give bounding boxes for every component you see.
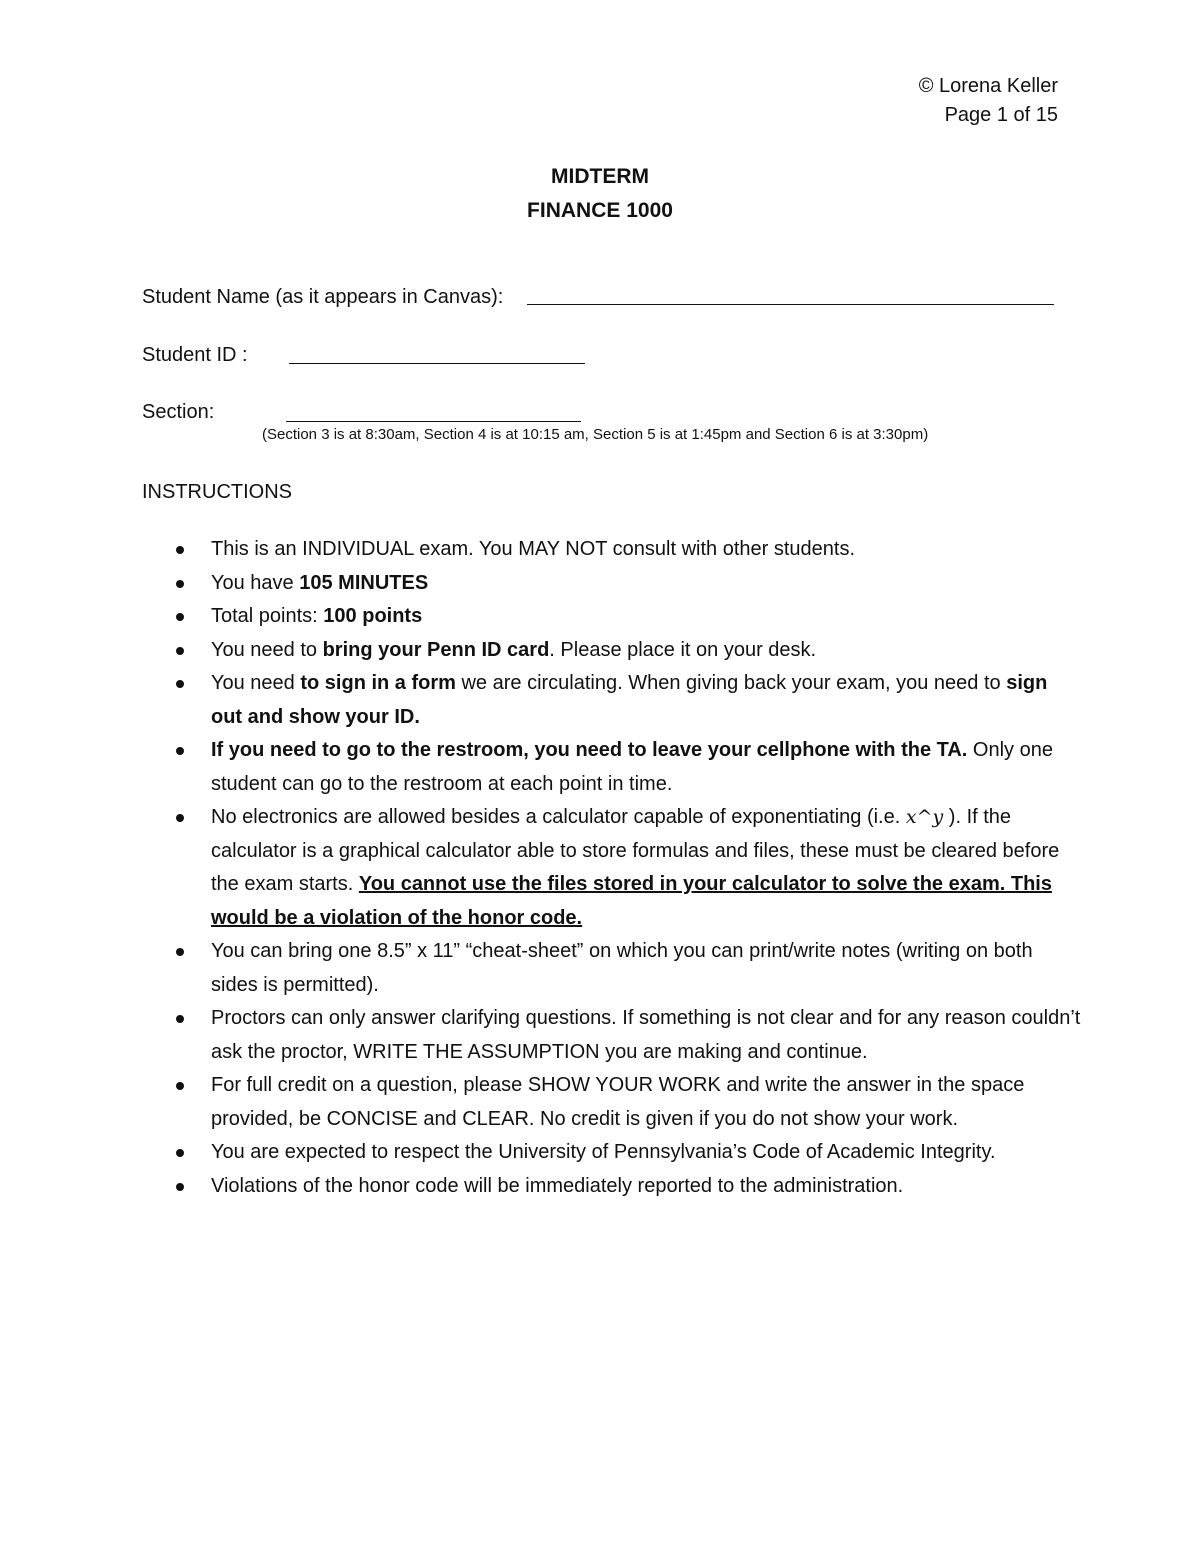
section-times-note: (Section 3 is at 8:30am, Section 4 is at 10:15 am, Section 5 is at 1:45pm and Section 6 is at 3:30pm) bbox=[262, 426, 929, 443]
instructions-heading: INSTRUCTIONS bbox=[142, 481, 292, 503]
instructions-list bbox=[211, 533, 1081, 1203]
list-item: If you need to go to the restroom, you need to leave your cellphone with the TA. Only one student can go to the restroom at each point in time. bbox=[211, 734, 1081, 801]
list-item: You need to sign in a form we are circulating. When giving back your exam, you need to sign out and show your ID. bbox=[211, 667, 1081, 734]
list-item: You are expected to respect the University of Pennsylvania’s Code of Academic Integrity. bbox=[211, 1136, 1081, 1170]
list-item: You need to bring your Penn ID card. Please place it on your desk. bbox=[211, 634, 1081, 668]
section-row bbox=[142, 398, 214, 426]
list-item: Violations of the honor code will be immediately reported to the administration. bbox=[211, 1170, 1081, 1204]
list-item: This is an INDIVIDUAL exam. You MAY NOT consult with other students. bbox=[211, 533, 1081, 567]
page-number: Page 1 of 15 bbox=[944, 104, 1058, 126]
section-blank[interactable] bbox=[286, 421, 581, 422]
title-line-2: FINANCE 1000 bbox=[527, 199, 673, 222]
exam-title bbox=[0, 160, 1200, 228]
student-id-blank[interactable] bbox=[289, 363, 585, 364]
exponent-formula: x^y bbox=[905, 806, 944, 828]
section-label: Section: bbox=[142, 401, 215, 423]
list-item: Total points: 100 points bbox=[211, 600, 1081, 634]
page-header bbox=[919, 72, 1058, 130]
student-id-row bbox=[142, 341, 248, 369]
copyright-text: © Lorena Keller bbox=[918, 75, 1058, 97]
student-name-label: Student Name (as it appears in Canvas): bbox=[142, 286, 504, 308]
student-name-row bbox=[142, 283, 503, 311]
title-line-1: MIDTERM bbox=[551, 165, 649, 188]
student-name-blank[interactable] bbox=[527, 304, 1054, 305]
list-item: For full credit on a question, please SHOW YOUR WORK and write the answer in the space provided, be CONCISE and CLEAR. No credit is given if you do not show your work. bbox=[211, 1069, 1081, 1136]
list-item: You can bring one 8.5” x 11” “cheat-sheet” on which you can print/write notes (writing on both sides is permitted). bbox=[211, 935, 1081, 1002]
student-id-label: Student ID : bbox=[142, 344, 248, 366]
list-item: You have 105 MINUTES bbox=[211, 567, 1081, 601]
list-item: Proctors can only answer clarifying questions. If something is not clear and for any reason couldn’t ask the proctor, WRITE THE ASSUMPTION you are making and continue. bbox=[211, 1002, 1081, 1069]
list-item: No electronics are allowed besides a calculator capable of exponentiating (i.e. x^y ). If the calculator is a graphical calculator able to store formulas and files, these must be cleared before the exam starts. You cannot use the files stored in your calculator to solve the exam. This would be a violation of the honor code. bbox=[211, 801, 1081, 935]
